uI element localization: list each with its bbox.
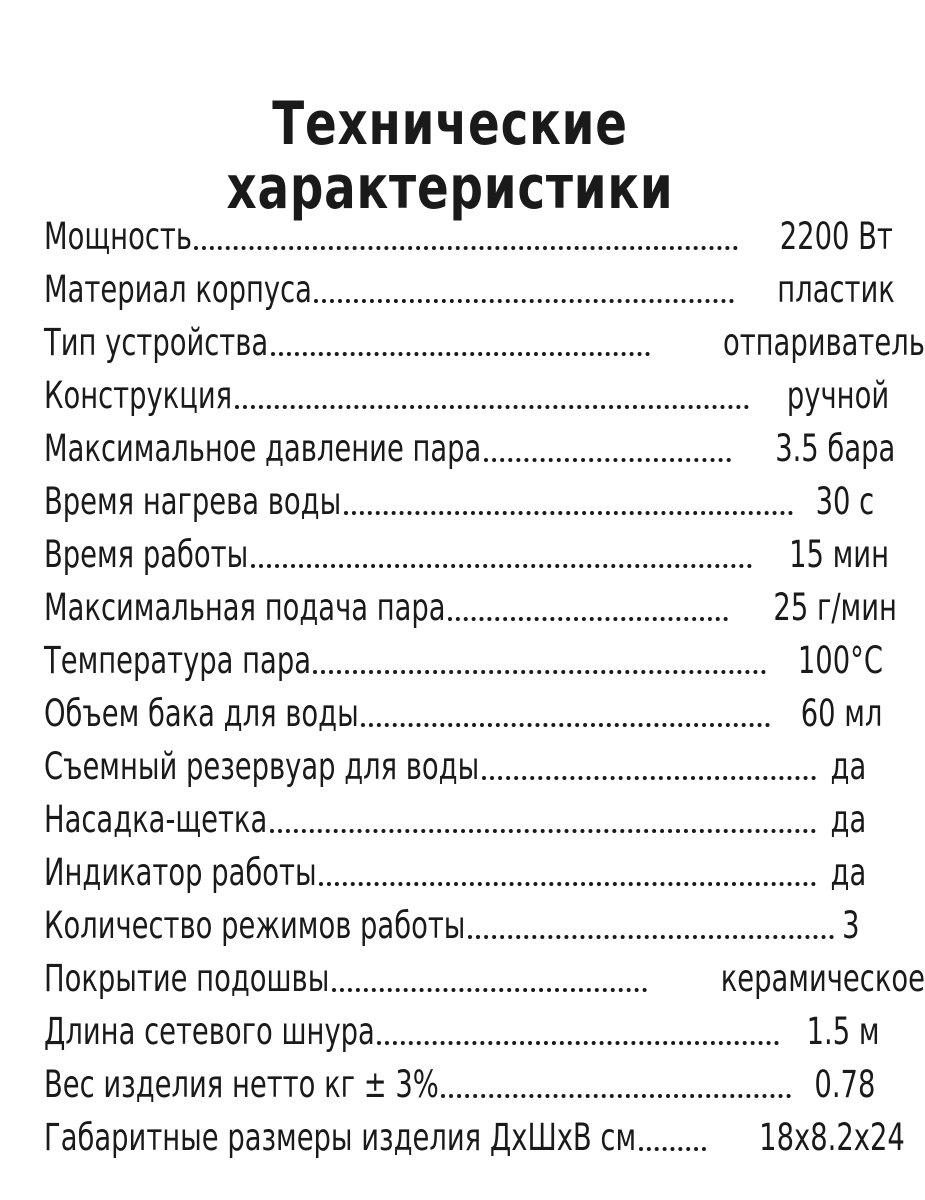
spec-row-cord-length <box>44 1001 880 1054</box>
dot-leader <box>448 617 728 621</box>
spec-row-power-indicator <box>44 842 867 895</box>
dot-leader <box>235 405 749 409</box>
dot-leader <box>441 1094 791 1098</box>
spec-value: 18x8.2x24 <box>759 1116 905 1159</box>
dot-leader <box>361 723 770 727</box>
dot-leader <box>482 776 816 780</box>
spec-label: Количество режимов работы <box>44 904 466 947</box>
spec-row-steam-temperature <box>44 630 883 683</box>
spec-label: Объем бака для воды <box>44 692 359 735</box>
spec-value: 1.5 м <box>806 1010 880 1053</box>
spec-label: Максимальная подача пара <box>44 586 446 629</box>
spec-row-construction <box>44 365 890 418</box>
dot-leader <box>194 246 738 250</box>
spec-value: да <box>830 745 867 788</box>
spec-value: керамическое <box>720 957 925 1000</box>
dot-leader <box>639 1147 706 1151</box>
spec-row-operating-time <box>44 524 889 577</box>
spec-value: 3 <box>842 904 860 947</box>
spec-value: 25 г/мин <box>773 586 897 629</box>
spec-row-soleplate-coating <box>44 948 925 1001</box>
spec-row-max-steam-pressure <box>44 418 896 471</box>
dot-leader <box>377 1041 779 1045</box>
spec-label: Максимальное давление пара <box>44 427 482 470</box>
spec-row-water-tank-volume <box>44 683 883 736</box>
spec-label: Температура пара <box>44 639 311 682</box>
spec-label: Тип устройства <box>44 321 269 364</box>
spec-row-removable-tank <box>44 736 867 789</box>
title-line-1: Технические <box>272 89 628 160</box>
spec-label: Конструкция <box>44 374 233 417</box>
spec-value: ручной <box>786 374 890 417</box>
spec-value: да <box>830 851 867 894</box>
dot-leader <box>271 352 650 356</box>
spec-row-brush-attachment <box>44 789 867 842</box>
spec-row-heat-up-time <box>44 471 875 524</box>
spec-label: Мощность <box>44 215 192 258</box>
spec-label: Время нагрева воды <box>44 480 342 523</box>
spec-list <box>44 206 925 1160</box>
spec-label: Насадка-щетка <box>44 798 268 841</box>
spec-row-mode-count <box>44 895 860 948</box>
dot-leader <box>319 882 816 886</box>
title-line-2: характеристики <box>226 153 674 224</box>
spec-row-net-weight <box>44 1054 876 1107</box>
spec-label: Материал корпуса <box>44 268 312 311</box>
spec-value: 60 мл <box>800 692 883 735</box>
spec-value: 30 с <box>815 480 875 523</box>
dot-leader <box>484 458 731 462</box>
dot-leader <box>344 511 793 515</box>
spec-value: отпариватель <box>722 321 925 364</box>
dot-leader <box>313 670 766 674</box>
spec-label: Вес изделия нетто кг ± 3% <box>44 1063 439 1106</box>
spec-value: 15 мин <box>789 533 889 576</box>
spec-label: Габаритные размеры изделия ДхШхВ см <box>44 1116 637 1159</box>
spec-label: Индикатор работы <box>44 851 317 894</box>
spec-value: пластик <box>777 268 895 311</box>
spec-value: 0.78 <box>814 1063 876 1106</box>
spec-value: 3.5 бара <box>775 427 896 470</box>
dot-leader <box>270 829 816 833</box>
dot-leader <box>468 935 834 939</box>
dot-leader <box>251 564 752 568</box>
spec-label: Покрытие подошвы <box>44 957 330 1000</box>
dot-leader <box>332 988 647 992</box>
spec-label: Съемный резервуар для воды <box>44 745 480 788</box>
spec-row-dimensions <box>44 1107 905 1160</box>
dot-leader <box>314 299 734 303</box>
spec-value: да <box>830 798 867 841</box>
spec-value: 2200 Вт <box>779 215 893 258</box>
spec-label: Длина сетевого шнура <box>44 1010 375 1053</box>
spec-value: 100°C <box>797 639 883 682</box>
spec-row-device-type <box>44 312 925 365</box>
spec-row-power <box>44 206 893 259</box>
spec-row-body-material <box>44 259 895 312</box>
spec-label: Время работы <box>44 533 249 576</box>
spec-row-max-steam-output <box>44 577 897 630</box>
page-title <box>99 89 801 224</box>
